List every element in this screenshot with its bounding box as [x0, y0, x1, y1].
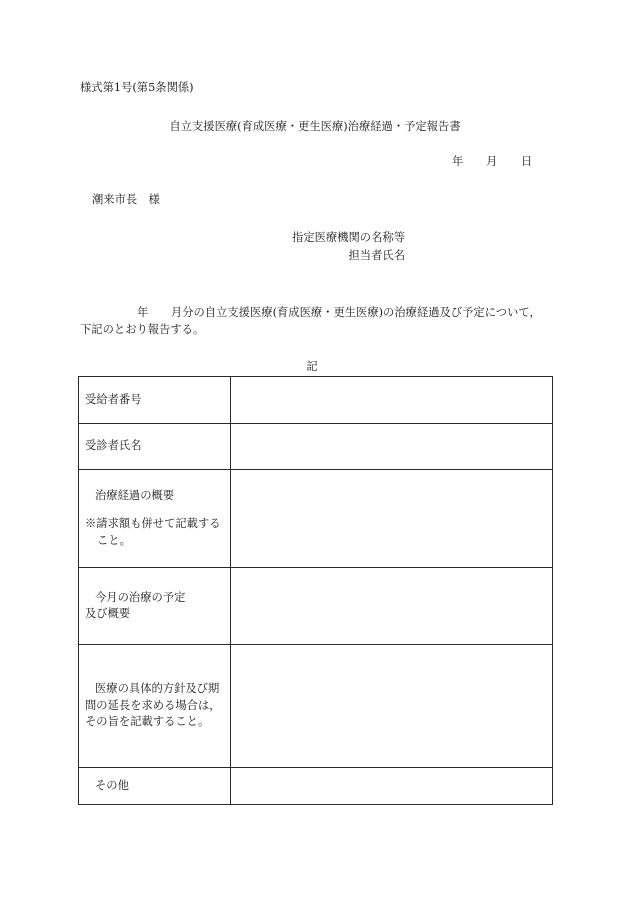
row-label-monthly-plan: [79, 568, 231, 645]
label-line: 及び概要: [85, 607, 131, 620]
label-line: 受給者番号: [85, 392, 142, 406]
date-line: [451, 154, 535, 171]
document-title: 自立支援医療(育成医療・更生医療)治療経過・予定報告書: [169, 120, 461, 133]
row-label-treatment-policy: [79, 645, 231, 768]
value-cell-recipient-number: [231, 377, 553, 424]
report-table: [78, 376, 553, 805]
sender-institution-label: 指定医療機関の名称等: [292, 231, 405, 244]
label-line: こと。: [97, 533, 131, 547]
row-label-patient-name: [79, 424, 231, 470]
label-line: 受診者氏名: [85, 439, 142, 453]
value-cell-other: [231, 768, 553, 805]
label-line: 間の延長を求める場合は，: [85, 698, 221, 712]
date-month-label: 月: [486, 155, 498, 168]
row-label-recipient-number: [79, 377, 231, 424]
label-line: その旨を記載すること。: [85, 715, 210, 729]
row-label-other: [79, 768, 231, 805]
date-day-label: 日: [521, 155, 533, 168]
table-row: [79, 377, 553, 424]
table-row: [79, 645, 553, 768]
form-number: 様式第1号(第5条関係): [80, 81, 194, 94]
value-cell-monthly-plan: [231, 568, 553, 645]
sender-person-label: 担当者氏名: [348, 249, 405, 262]
table-row: [79, 768, 553, 805]
value-cell-treatment-policy: [231, 645, 553, 768]
value-cell-patient-name: [231, 424, 553, 470]
body-text-line-2: 下記のとおり報告する。: [80, 323, 205, 336]
addressee: 潮来市長 様: [92, 193, 160, 206]
table-row: [79, 470, 553, 568]
label-line: ※請求額も併せて記載する: [85, 517, 221, 531]
label-line: 医療の具体的方針及び期: [95, 682, 220, 696]
row-label-treatment-summary: [79, 470, 231, 568]
table-row: [79, 424, 553, 470]
body-text-line-1: 年 月分の自立支援医療(育成医療・更生医療)の治療経過及び予定について，: [137, 306, 541, 319]
table-row: [79, 568, 553, 645]
label-line: 治療経過の概要: [95, 488, 175, 502]
value-cell-treatment-summary: [231, 470, 553, 568]
label-line: 今月の治療の予定: [95, 590, 186, 604]
label-line: その他: [95, 778, 129, 792]
ki-heading: 記: [306, 360, 318, 373]
date-year-label: 年: [452, 155, 464, 168]
